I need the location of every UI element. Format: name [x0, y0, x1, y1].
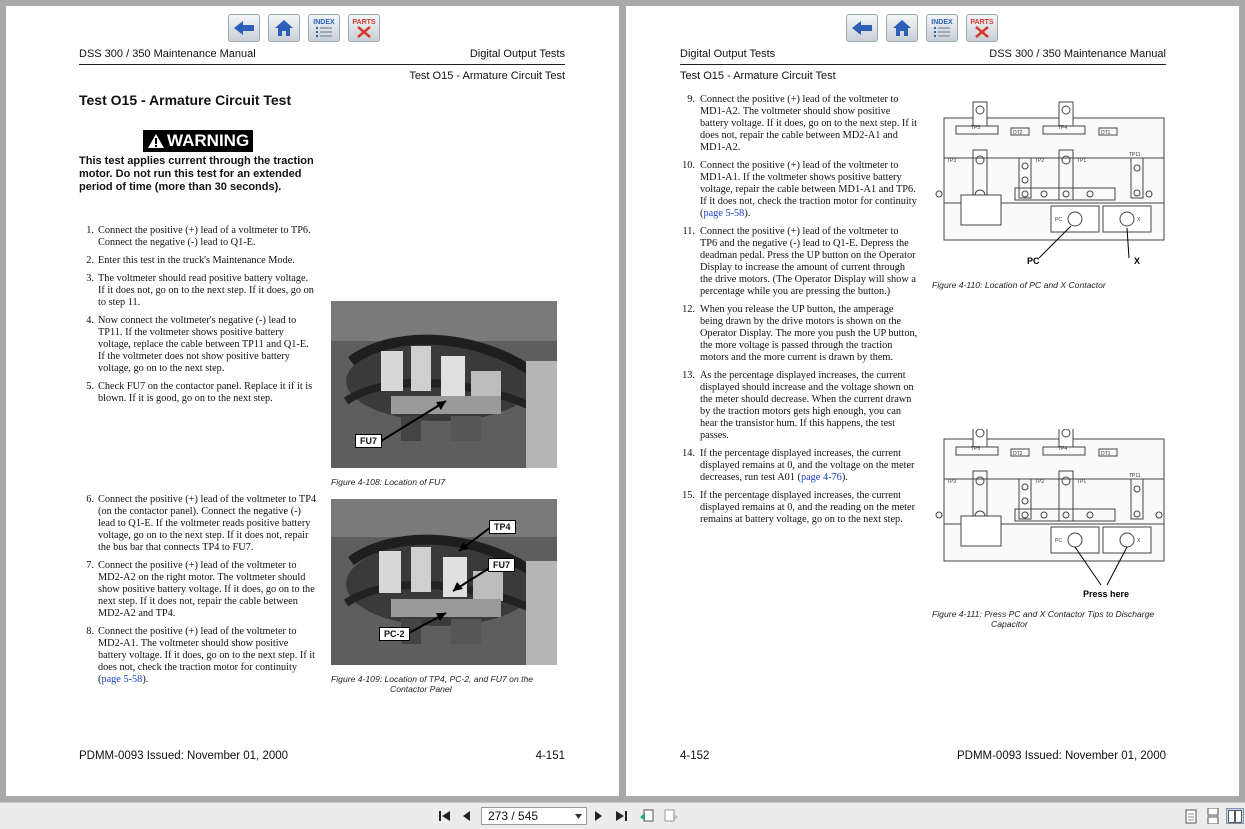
facing-pages-view-button[interactable] [1226, 808, 1244, 824]
step-4: 4. Now connect the voltmeter's negative (-) lead to TP11. If the voltmeter shows positive battery voltage, replace the cable between TP11 and Q1-E. If the voltmeter does not show positive battery voltage, go on to the next step. [86, 315, 309, 374]
nav-bar-left [228, 14, 380, 42]
go-back-view-button[interactable] [638, 808, 656, 824]
step-7: 7. Connect the positive (+) lead of the voltmeter to MD2-A2 on the right motor. The voltmeter should show positive battery voltage. If it does, go on to the next step. If it does not, repair the cable between MD2-A2 and TP4. [86, 560, 315, 619]
step-3: 3. The voltmeter should read positive battery voltage. If it does not, go on to the next step. If it does, go on to step 11. [86, 273, 314, 308]
figure-4-110-caption: Figure 4-110: Location of PC and X Contactor [932, 280, 1106, 290]
warning-triangle-icon [147, 133, 165, 149]
tp3-label-2: TP3 [947, 479, 957, 485]
pc-x-contactor-diagram [931, 98, 1167, 266]
tp4-label: TP4 [1058, 125, 1068, 131]
page-title: Test O15 - Armature Circuit Test [79, 92, 292, 108]
footer-right: PDMM-0093 Issued: November 01, 2000 [956, 750, 1166, 762]
warning-banner [143, 130, 253, 152]
page-5-58-link[interactable]: page 5-58 [101, 674, 143, 685]
tp4-callout: TP4 [489, 520, 516, 534]
last-page-icon [614, 810, 628, 822]
back-button-right[interactable] [846, 14, 878, 42]
previous-page-button[interactable] [458, 808, 474, 824]
page-indicator: 273 / 545 [488, 809, 539, 823]
step-14: 14. If the percentage displayed increases, the current displayed remains at 0, and the voltage on the meter decreases, run test A01 (page 4-76). [682, 448, 915, 483]
parts-label: PARTS [352, 18, 376, 26]
figure-4-109-caption-line1: Figure 4-109: Location of TP4, PC-2, and FU7 on the [331, 674, 534, 684]
tp5-label: TP5 [971, 125, 981, 131]
parts-button[interactable] [348, 14, 380, 42]
steps-list-a [79, 225, 317, 411]
figure-4-111-caption [932, 609, 1154, 629]
step-2: 2. Enter this test in the truck's Maintenance Mode. [86, 255, 295, 266]
dt2-label-2: DT2 [1013, 451, 1023, 457]
step-5: 5. Check FU7 on the contactor panel. Replace it if it is blown. If it is good, go on to the next step. [86, 381, 313, 404]
single-page-view-button[interactable] [1183, 808, 1199, 824]
x-tip-label: X [1137, 217, 1141, 223]
fu7-callout: FU7 [355, 434, 382, 448]
fu7-location-photo [331, 301, 557, 468]
continuous-page-icon [1207, 808, 1219, 824]
figure-4-109-caption-line2: Contactor Panel [390, 684, 452, 694]
footer-page-number: 4-151 [535, 750, 565, 762]
first-page-button[interactable] [436, 808, 454, 824]
steps-list-right [678, 94, 918, 532]
tp5-label-2: TP5 [971, 446, 981, 452]
step-15: 15. If the percentage displayed increases, the current displayed remains at 0, and the reading on the meter remains at battery voltage, go on to the next step. [682, 490, 916, 525]
footer-left: PDMM-0093 Issued: November 01, 2000 [79, 750, 289, 762]
pc-tip-label-2: PC [1055, 538, 1062, 544]
index-button-right[interactable] [926, 14, 958, 42]
fu7-callout-2: FU7 [488, 558, 515, 572]
header-rule-right [680, 64, 1166, 65]
page-4-151 [6, 6, 619, 796]
tp1-label: TP1 [1077, 158, 1087, 164]
page-5-58-link-2[interactable]: page 5-58 [703, 208, 745, 219]
step-1: 1. Connect the positive (+) lead of a voltmeter to TP6. Connect the negative (-) lead to Q1-E. [86, 225, 311, 248]
x-tip-label-2: X [1137, 538, 1141, 544]
footer-page-number-right: 4-152 [680, 750, 710, 762]
x-label: X [1134, 256, 1141, 266]
next-page-button[interactable] [592, 808, 606, 824]
home-icon [891, 19, 913, 37]
facing-pages-icon [1228, 810, 1242, 823]
pc2-callout: PC-2 [379, 627, 410, 641]
index-list-icon [932, 26, 952, 38]
parts-label-right: PARTS [970, 18, 994, 26]
forward-view-icon [663, 808, 679, 824]
chevron-down-icon [575, 814, 582, 819]
back-view-icon [639, 808, 655, 824]
figure-4-108-caption: Figure 4-108: Location of FU7 [331, 477, 446, 487]
figure-4-111-caption-line2: Capacitor [991, 619, 1028, 629]
page-4-152 [626, 6, 1239, 796]
warning-text: This test applies current through the traction motor. Do not run this test for an extended period of time (more than 30 seconds). [79, 155, 314, 193]
nav-bar-right [846, 14, 998, 42]
back-button[interactable] [228, 14, 260, 42]
contactor-panel-photo-illustration [331, 499, 557, 665]
step-11: 11. Connect the positive (+) lead of the voltmeter to TP6 and the negative (-) lead to Q1-E. Depress the deadman pedal. Press the UP button on the Operator Display to increase the amount of current through the drive motors. (The Operator Display will show a percentage while you are pressing the button.) [682, 226, 916, 297]
go-forward-view-button[interactable] [662, 808, 680, 824]
back-arrow-icon [233, 20, 255, 36]
home-icon [273, 19, 295, 37]
page-number-select[interactable] [481, 807, 587, 825]
dt1-label: DT1 [1101, 130, 1111, 136]
subheader-left: Test O15 - Armature Circuit Test [680, 70, 836, 82]
index-button[interactable] [308, 14, 340, 42]
tp4-pc2-fu7-photo [331, 499, 557, 665]
step-12: 12. When you release the UP button, the amperage being drawn by the drive motors is shown on the Operator Display. The more you push the UP button, the more voltage is passed through the traction motors and the more current is drawn by them. [682, 304, 918, 363]
parts-button-right[interactable] [966, 14, 998, 42]
parts-wrench-icon [973, 26, 991, 38]
header-right-right-page: DSS 300 / 350 Maintenance Manual [989, 48, 1166, 60]
previous-page-icon [461, 810, 471, 822]
index-label-right: INDEX [931, 18, 953, 26]
step-13: 13. As the percentage displayed increases, the current displayed should increase and the voltage shown on the meter should decrease. When the current drawn by the traction motors gets high enough, you can hear the transistor hum. If this happens, the test passes. [682, 370, 914, 441]
viewer-toolbar [0, 802, 1245, 829]
header-left: DSS 300 / 350 Maintenance Manual [79, 48, 256, 60]
dt1-label-2: DT1 [1101, 451, 1111, 457]
tp11-label: TP11 [1129, 152, 1141, 158]
last-page-button[interactable] [612, 808, 630, 824]
step-10: 10. Connect the positive (+) lead of the voltmeter to MD1-A1. If the voltmeter shows positive battery voltage, repair the cable between MD1-A1 and TP6. If it does not, check the traction motor for continuity (page 5-58). [682, 160, 917, 219]
pc-label: PC [1027, 256, 1040, 266]
index-label: INDEX [313, 18, 335, 26]
tp3-label: TP3 [947, 158, 957, 164]
figure-4-111-caption-line1: Figure 4-111: Press PC and X Contactor Tips to Discharge [932, 609, 1155, 619]
header-left-right-page: Digital Output Tests [680, 48, 776, 60]
single-page-icon [1185, 809, 1197, 824]
tp2-label: TP2 [1035, 158, 1045, 164]
back-arrow-icon [851, 20, 873, 36]
step-9: 9. Connect the positive (+) lead of the voltmeter to MD1-A2. The voltmeter should show positive battery voltage. If it does, go on to the next step. If it does not, repair the cable between MD2-A1 and MD1-A2. [687, 94, 918, 153]
subheader-right: Test O15 - Armature Circuit Test [409, 70, 565, 82]
tp4-label-2: TP4 [1058, 446, 1068, 452]
continuous-view-button[interactable] [1205, 808, 1221, 824]
tp11-label-2: TP11 [1129, 473, 1141, 479]
index-list-icon [314, 26, 334, 38]
header-right: Digital Output Tests [469, 48, 565, 60]
press-here-label: Press here [1083, 589, 1130, 599]
step-8: 8. Connect the positive (+) lead of the voltmeter to MD2-A1. The voltmeter should show positive battery voltage. If it does, go on to the next step. If it does not, check the traction motor for continuity (page 5-58). [86, 626, 316, 685]
next-page-icon [594, 810, 604, 822]
page-4-76-link[interactable]: page 4-76 [800, 472, 842, 483]
header-rule [79, 64, 565, 65]
home-button-right[interactable] [886, 14, 918, 42]
steps-list-b [79, 494, 317, 692]
parts-wrench-icon [355, 26, 373, 38]
figure-4-109-caption [331, 674, 533, 694]
home-button[interactable] [268, 14, 300, 42]
first-page-icon [438, 810, 452, 822]
dt2-label: DT2 [1013, 130, 1023, 136]
pc-tip-label: PC [1055, 217, 1062, 223]
discharge-capacitor-diagram [931, 429, 1167, 599]
warning-label: WARNING [167, 131, 250, 150]
step-6: 6. Connect the positive (+) lead of the voltmeter to TP4 (on the contactor panel). Connect the negative (-) lead to Q1-E. If the voltmeter reads positive battery voltage, go on to the next step. If it does not, repair the bus bar that connects TP4 to FU7. [86, 494, 317, 553]
tp1-label-2: TP1 [1077, 479, 1087, 485]
tp2-label-2: TP2 [1035, 479, 1045, 485]
